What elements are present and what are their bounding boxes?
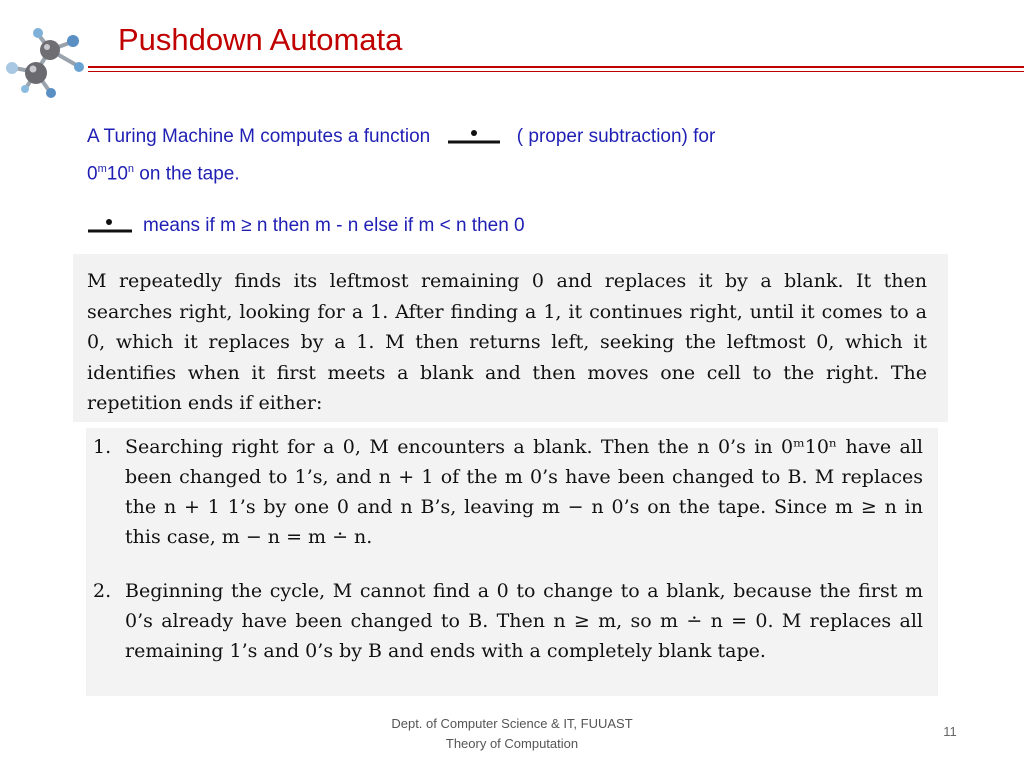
intro-text — [87, 121, 917, 190]
monus-symbol-icon — [446, 127, 502, 147]
list-item-text: Beginning the cycle, M cannot find a 0 to change to a blank, because the first m 0’s already have been changed to B. Then n ≥ m, so m ∸ n = 0. M replaces all remaining 1’s and 0’s by B and ends with a completely blank tape. — [125, 580, 923, 662]
intro-tape-ten: 10 — [106, 163, 128, 185]
textbook-excerpt-list — [86, 428, 938, 696]
slide-footer — [300, 714, 724, 754]
intro-tape-zero: 0 — [87, 163, 98, 185]
title-divider — [88, 66, 1024, 68]
intro-tape-exp-m: m — [97, 163, 107, 175]
definition-text: means if m ≥ n then m - n else if m < n then 0 — [143, 215, 525, 236]
monus-definition — [87, 215, 525, 237]
textbook-excerpt-paragraph — [73, 254, 948, 422]
intro-text-part-2: ( proper subtraction) for — [516, 126, 716, 147]
intro-text-part-1: A Turing Machine M computes a function — [87, 126, 431, 147]
title-divider-thin — [88, 71, 1024, 72]
monus-symbol-icon — [87, 216, 133, 236]
intro-tape-suffix: on the tape. — [134, 163, 240, 185]
excerpt-paragraph: M repeatedly finds its leftmost remaining 0 and replaces it by a blank. It then searches right, looking for a 1. After finding a 1, it continues right, until it comes to a 0, which it replaces by a 1. M then returns left, seeking the leftmost 0, which it identifies when it first meets a blank and then moves one cell to the right. The repetition ends if either: — [87, 270, 927, 414]
list-item-number: 2. — [93, 580, 112, 602]
list-item — [93, 576, 923, 696]
list-item-number: 1. — [93, 436, 112, 458]
footer-course: Theory of Computation — [445, 736, 579, 751]
footer-department: Dept. of Computer Science & IT, FUUAST — [391, 716, 633, 731]
list-item — [93, 432, 923, 562]
page-number: 11 — [943, 724, 957, 739]
intro-tape-exp-n: n — [127, 163, 135, 175]
molecule-logo-icon — [0, 20, 96, 102]
slide-title: Pushdown Automata — [118, 22, 403, 57]
list-item-text: Searching right for a 0, M encounters a blank. Then the n 0’s in 0ᵐ10ⁿ have all been changed to 1’s, and n + 1 of the m 0’s have been changed to B. M replaces the n + 1 1’s by one 0 and n B’s, leaving m − n 0’s on the tape. Since m ≥ n in this case, m − n = m ∸ n. — [125, 436, 923, 548]
